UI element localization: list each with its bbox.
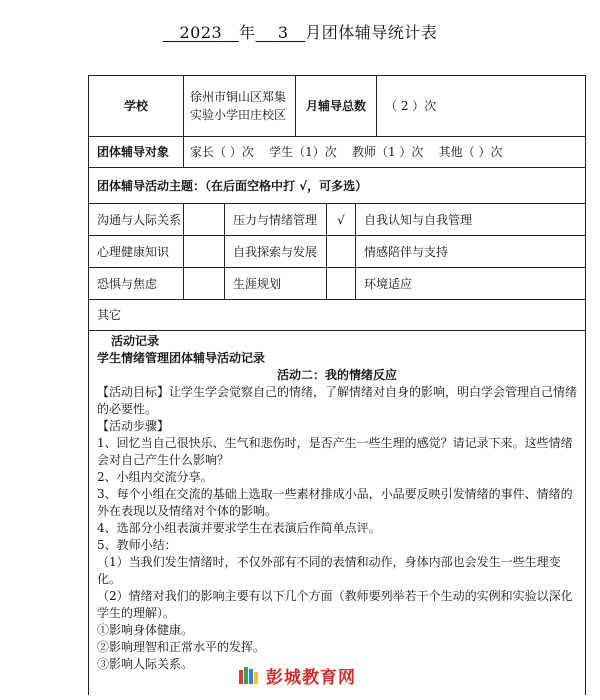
total-label: 月辅导总数 <box>295 75 377 137</box>
target-value: 家长（ ）次 学生（1）次 教师（1 ）次 其他（ ）次 <box>183 136 586 168</box>
record-paragraph: （1）当我们发生情绪时，不仅外部有不同的表情和动作，身体内部也会发生一些生理变化。 <box>97 555 561 586</box>
theme-label: 沟通与人际关系 <box>88 203 184 236</box>
title-month: 3 <box>277 23 289 42</box>
school-label: 学校 <box>88 75 184 137</box>
total-value: （ 2 ）次 <box>376 75 586 137</box>
themes-heading: 团体辅导活动主题：（在后面空格中打 √，可多选） <box>88 167 586 204</box>
record-paragraph: 5、教师小结： <box>97 538 177 552</box>
title-suffix: 月团体辅导统计表 <box>305 23 438 42</box>
watermark-text: 彭城教育网 <box>266 667 356 688</box>
school-value <box>183 75 296 137</box>
theme-mark[interactable] <box>183 267 225 300</box>
theme-label: 恐惧与焦虑 <box>88 267 184 300</box>
theme-label: 环境适应 <box>355 267 586 300</box>
theme-label: 心理健康知识 <box>88 235 184 268</box>
other-label: 其它 <box>88 299 586 331</box>
record-heading: 活动记录 <box>111 334 160 348</box>
page-title <box>0 20 600 43</box>
theme-label: 压力与情绪管理 <box>224 203 327 236</box>
record-paragraph: 4、选部分小组表演并要求学生在表演后作简单点评。 <box>97 521 381 535</box>
record-paragraph: 3、每个小组在交流的基础上选取一些素材排成小品，小品要反映引发情绪的事件、情绪的外在表现以及情绪对个体的影响。 <box>97 487 573 518</box>
theme-mark[interactable] <box>326 235 356 268</box>
record-paragraph: （2）情绪对我们的影响主要有以下几个方面（教师要列举若干个生动的实例和实验以深化学生的理解）。 <box>97 589 573 620</box>
activity-record <box>88 330 586 695</box>
activity-title: 活动二：我的情绪反应 <box>276 368 397 382</box>
theme-label: 自我认知与自我管理 <box>355 203 586 236</box>
school-line-1: 徐州市铜山区郑集 <box>190 90 287 104</box>
theme-label: 生涯规划 <box>224 267 327 300</box>
title-year-suffix: 年 <box>238 23 256 42</box>
theme-label: 情感陪伴与支持 <box>355 235 586 268</box>
title-year: 2023 <box>179 23 223 42</box>
target-label: 团体辅导对象 <box>88 136 184 168</box>
record-paragraph: 【活动步骤】 <box>97 419 170 433</box>
theme-mark[interactable]: √ <box>326 203 356 236</box>
theme-mark[interactable] <box>183 235 225 268</box>
watermark <box>238 662 356 688</box>
theme-label: 自我探索与发展 <box>224 235 327 268</box>
theme-mark[interactable] <box>183 203 225 236</box>
statistics-table <box>88 75 586 695</box>
record-subtitle: 学生情绪管理团体辅导活动记录 <box>97 351 266 365</box>
record-paragraph: ①影响身体健康。 <box>97 623 194 637</box>
record-paragraph: 【活动目标】让学生学会觉察自己的情绪，了解情绪对自身的影响，明白学会管理自己情绪的必要性。 <box>97 385 578 416</box>
record-paragraph: 1、回忆当自己很快乐、生气和悲伤时，是否产生一些生理的感觉？请记录下来。这些情绪会对自己产生什么影响？ <box>97 436 573 467</box>
record-paragraph: ③影响人际关系。 <box>97 657 194 671</box>
theme-mark[interactable] <box>326 267 356 300</box>
school-line-2: 实验小学田庄校区 <box>190 108 287 122</box>
book-logo-icon <box>238 664 260 686</box>
record-paragraph: ②影响理智和正常水平的发挥。 <box>97 640 266 654</box>
record-paragraph: 2、小组内交流分享。 <box>97 470 213 484</box>
